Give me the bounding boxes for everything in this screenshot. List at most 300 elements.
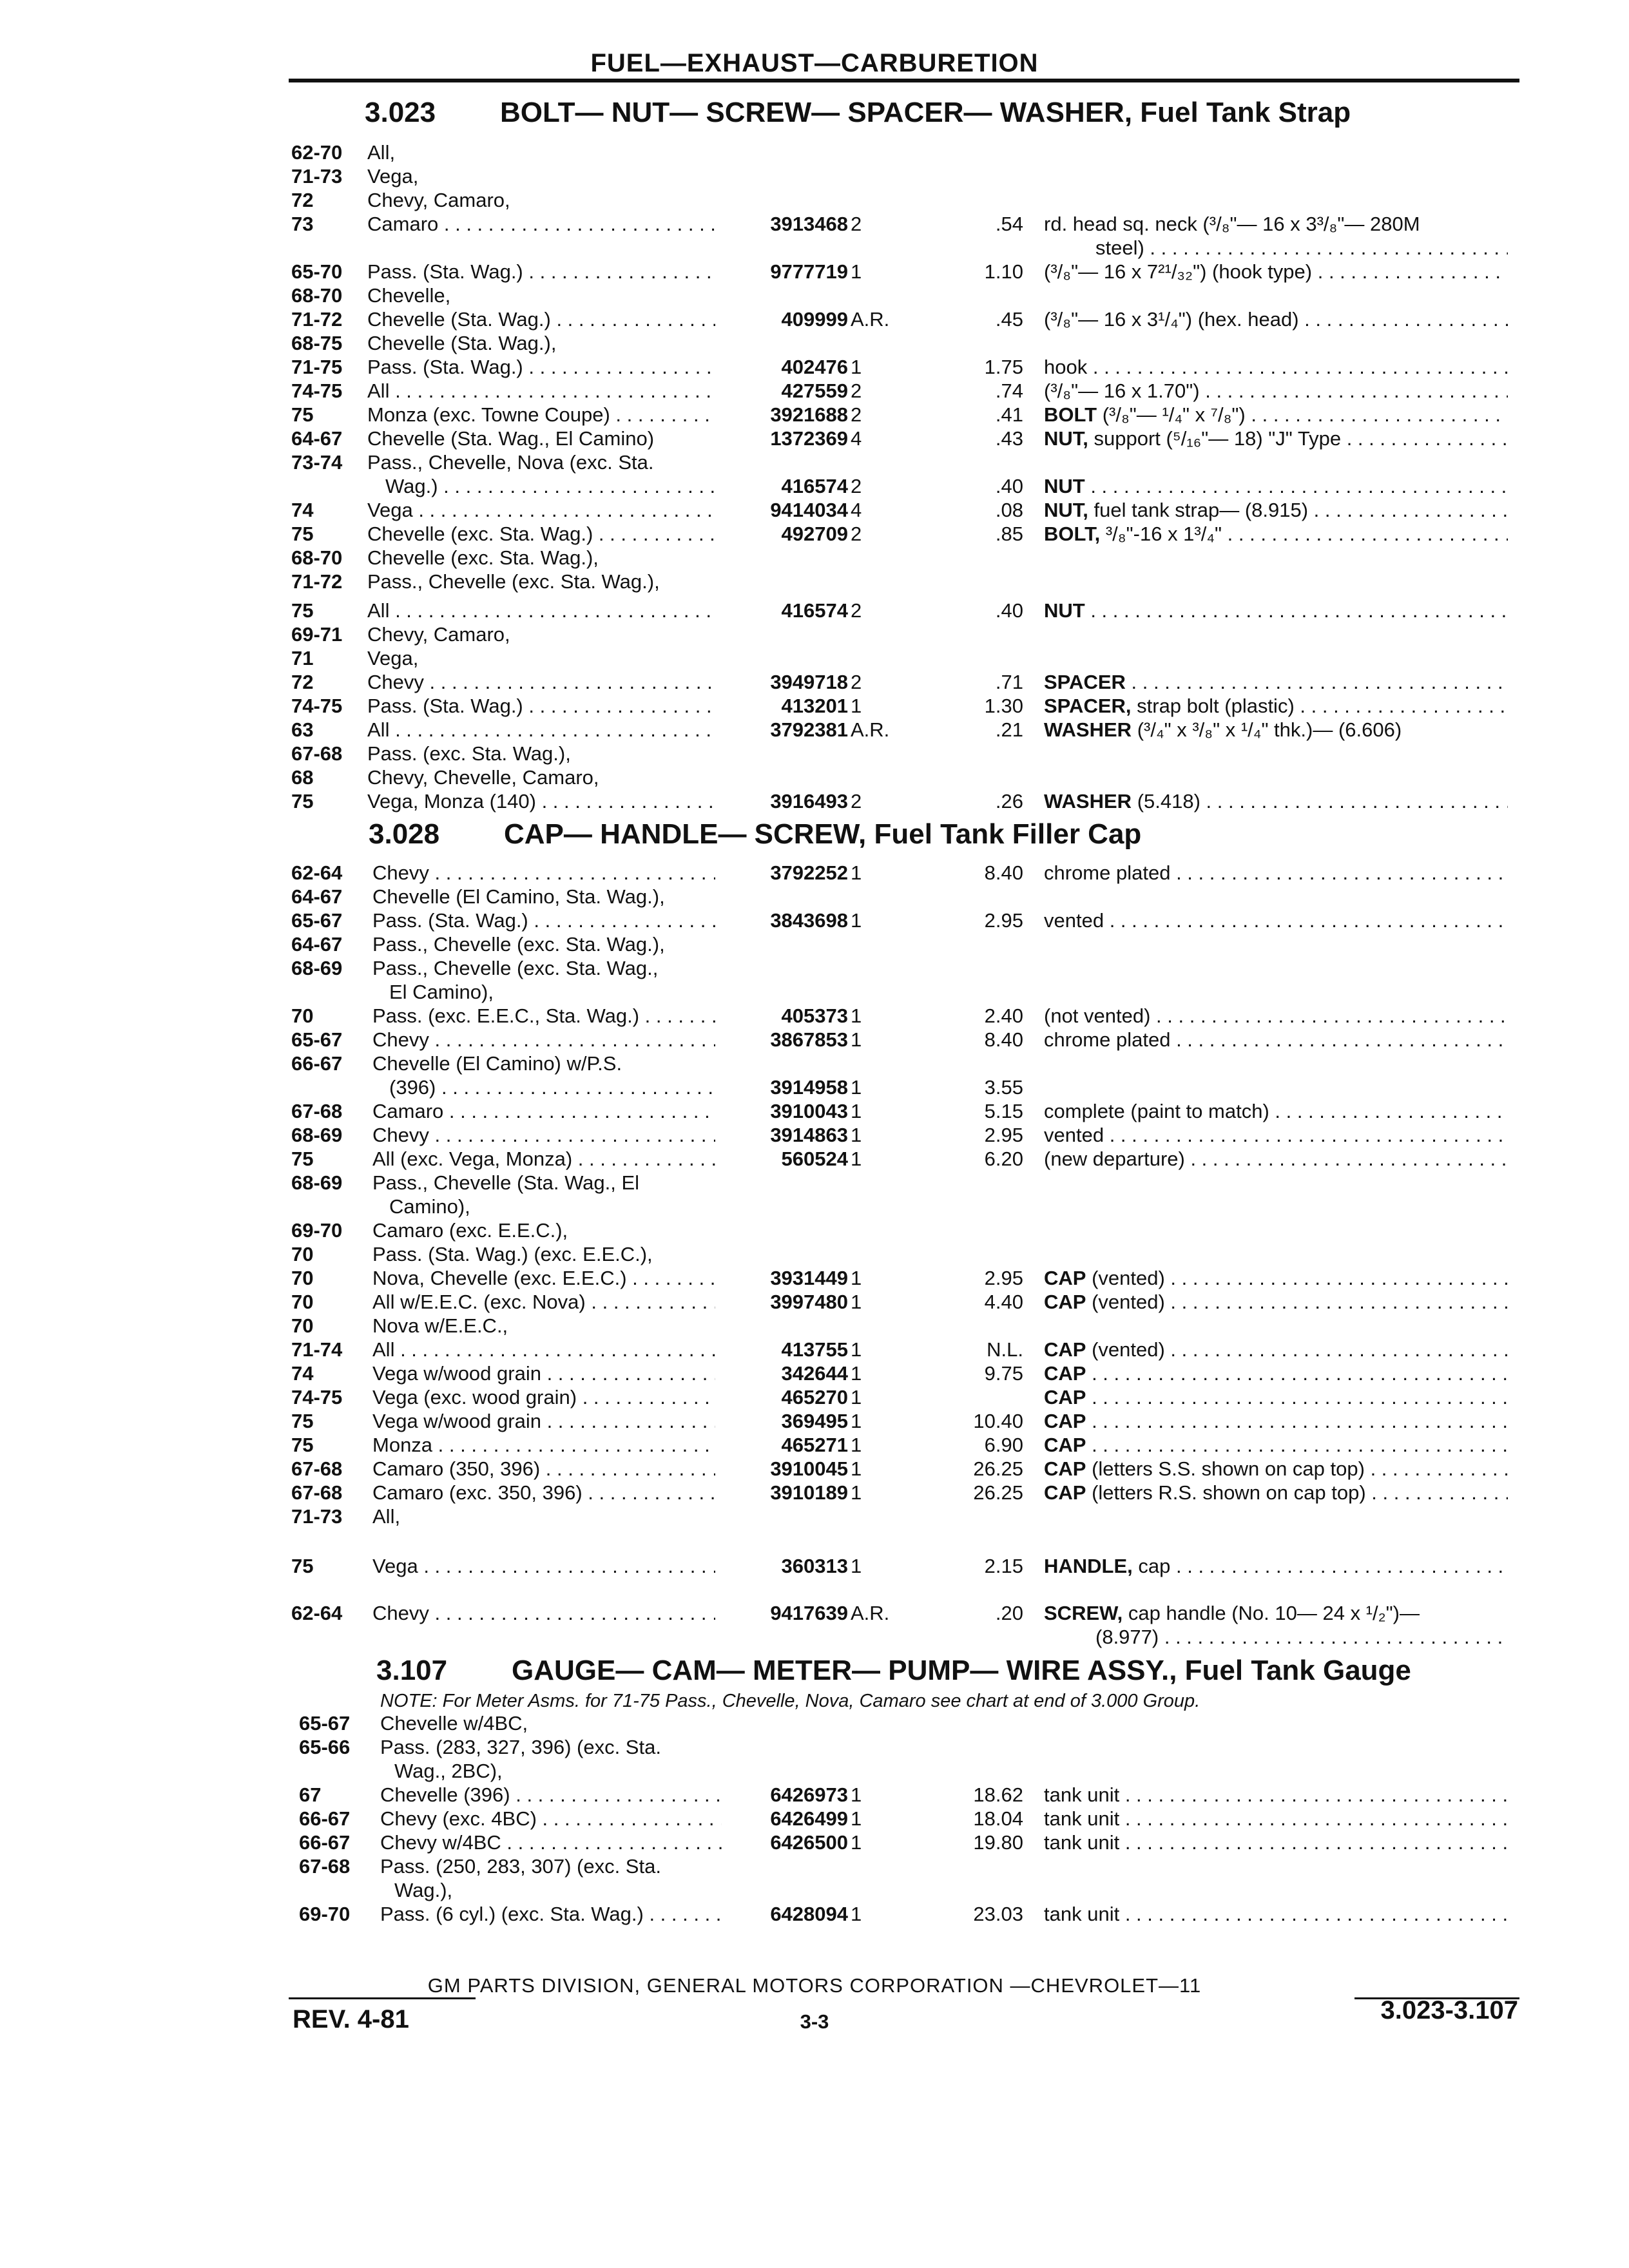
row-year: 71-73 xyxy=(291,1505,343,1528)
row-year: 75 xyxy=(291,1555,314,1577)
row-year: 69-70 xyxy=(291,1219,343,1242)
row-description xyxy=(1044,599,1508,622)
row-year: 75 xyxy=(291,599,314,622)
row-description xyxy=(1044,1409,1508,1433)
row-description: (not vented) . . . xyxy=(1044,1004,1508,1028)
row-part-number: 6426499 xyxy=(770,1807,848,1830)
row-part-number: 9777719 xyxy=(770,260,848,283)
row-description: WASHER (³/₄" x ³/₈" x ¹/₄" thk.)— (6.606) xyxy=(1044,718,1402,741)
table-row xyxy=(0,622,1629,646)
row-quantity: 1 xyxy=(851,1434,862,1456)
row-description-keyword: NUT, xyxy=(1044,427,1088,450)
table-row xyxy=(0,188,1629,212)
row-part-number: 3921688 xyxy=(770,403,848,426)
row-quantity: 1 xyxy=(851,1100,862,1122)
table-row xyxy=(0,570,1629,593)
row-year: 67 xyxy=(299,1783,322,1806)
table-row xyxy=(0,1409,1629,1433)
row-model: All (exc. Vega, Monza) . . . xyxy=(372,1147,715,1171)
row-quantity: 1 xyxy=(851,1124,862,1146)
row-description: BOLT, ³/₈"-16 x 1³/₄" . . . xyxy=(1044,522,1508,546)
row-year: 70 xyxy=(291,1291,314,1313)
row-model: Chevy, Camaro, xyxy=(367,623,510,646)
table-row xyxy=(0,140,1629,164)
table-row xyxy=(0,861,1629,885)
row-description: NUT, support (⁵/₁₆"— 18) "J" Type . . . xyxy=(1044,427,1508,450)
row-part-number: 3910189 xyxy=(770,1481,848,1504)
row-year: 69-70 xyxy=(299,1903,351,1925)
row-model: All, xyxy=(367,141,396,164)
row-model: Chevy . . . xyxy=(372,1601,715,1625)
table-row xyxy=(0,1218,1629,1242)
section-number: 3.107 xyxy=(376,1655,448,1686)
row-price: 2.95 xyxy=(984,1124,1023,1146)
row-model: Vega w/wood grain . . . xyxy=(372,1409,715,1433)
row-quantity: 1 xyxy=(851,1831,862,1854)
row-model: Chevelle, xyxy=(367,284,451,307)
table-row xyxy=(0,670,1629,694)
row-model: Chevy . . . xyxy=(367,670,715,694)
row-description: tank unit . . . xyxy=(1044,1783,1508,1807)
table-row xyxy=(0,1028,1629,1052)
row-description-keyword: CAP xyxy=(1044,1410,1086,1432)
section-heading: CAP— HANDLE— SCREW, Fuel Tank Filler Cap xyxy=(504,818,1142,850)
row-price: 8.40 xyxy=(984,861,1023,884)
row-model: Chevelle (Sta. Wag., El Camino) xyxy=(367,427,655,450)
row-description: BOLT (³/₈"— ¹/₄" x ⁷/₈") . . . xyxy=(1044,403,1508,427)
row-price: 5.15 xyxy=(984,1100,1023,1122)
row-part-number: 3867853 xyxy=(770,1028,848,1051)
row-year: 71-73 xyxy=(291,165,343,187)
table-row xyxy=(0,789,1629,813)
row-model: Pass., Chevelle (exc. Sta. Wag.), xyxy=(372,933,665,956)
row-quantity: 1 xyxy=(851,695,862,717)
row-model: Monza . . . xyxy=(372,1433,715,1457)
row-description-keyword: NUT xyxy=(1044,599,1085,622)
row-year: 74-75 xyxy=(291,1386,343,1408)
table-row xyxy=(0,1099,1629,1123)
row-description-keyword: CAP xyxy=(1044,1267,1086,1289)
row-year: 70 xyxy=(291,1004,314,1027)
row-price: 6.20 xyxy=(984,1148,1023,1170)
row-quantity: 1 xyxy=(851,1457,862,1480)
row-part-number: 465271 xyxy=(781,1434,848,1456)
row-year: 62-64 xyxy=(291,861,343,884)
row-part-number: 413755 xyxy=(781,1338,848,1361)
table-row xyxy=(0,331,1629,355)
row-quantity: 4 xyxy=(851,499,862,521)
table-row xyxy=(0,1457,1629,1481)
row-description: (³/₈"— 16 x 7²¹/₃₂") (hook type) . . . xyxy=(1044,260,1508,284)
row-description xyxy=(1044,1385,1508,1409)
row-description: CAP (letters S.S. shown on cap top) . . . xyxy=(1044,1457,1508,1481)
row-price: 6.90 xyxy=(984,1434,1023,1456)
row-model: All . . . xyxy=(367,718,715,742)
table-row xyxy=(0,1554,1629,1578)
footer-page-number: 3-3 xyxy=(800,2010,829,2033)
row-model: Vega, xyxy=(367,165,419,187)
row-part-number: 465270 xyxy=(781,1386,848,1408)
row-part-number: 342644 xyxy=(781,1362,848,1385)
row-model: Pass. (Sta. Wag.) . . . xyxy=(367,355,715,379)
row-year: 68-70 xyxy=(291,284,343,307)
row-description-keyword: CAP xyxy=(1044,1386,1086,1408)
row-quantity: 1 xyxy=(851,1783,862,1806)
row-quantity: 1 xyxy=(851,1076,862,1099)
table-row xyxy=(0,1735,1629,1759)
row-price: 2.40 xyxy=(984,1004,1023,1027)
row-price: 2.95 xyxy=(984,1267,1023,1289)
table-row xyxy=(0,1361,1629,1385)
row-year: 65-67 xyxy=(291,1028,343,1051)
table-row xyxy=(0,742,1629,765)
row-quantity: 1 xyxy=(851,1807,862,1830)
row-year: 74 xyxy=(291,499,314,521)
row-year: 68-75 xyxy=(291,332,343,354)
row-year: 69-71 xyxy=(291,623,343,646)
row-part-number: 3910045 xyxy=(770,1457,848,1480)
row-quantity: 1 xyxy=(851,356,862,378)
row-description: WASHER (5.418) . . . xyxy=(1044,789,1508,813)
row-year: 74-75 xyxy=(291,695,343,717)
row-description: hook . . . xyxy=(1044,355,1508,379)
row-description: tank unit . . . xyxy=(1044,1807,1508,1831)
table-row xyxy=(0,1147,1629,1171)
row-model: Nova, Chevelle (exc. E.E.C.) . . . xyxy=(372,1266,715,1290)
row-year: 75 xyxy=(291,403,314,426)
row-part-number: 1372369 xyxy=(770,427,848,450)
row-price: .21 xyxy=(995,718,1023,741)
row-year: 64-67 xyxy=(291,885,343,908)
row-part-number: 6428094 xyxy=(770,1903,848,1925)
row-model: Pass. (Sta. Wag.) . . . xyxy=(372,908,715,932)
row-year: 66-67 xyxy=(299,1831,351,1854)
row-price: 9.75 xyxy=(984,1362,1023,1385)
row-model: Chevelle (El Camino) w/P.S. xyxy=(372,1052,622,1075)
row-model: El Camino), xyxy=(389,981,494,1003)
row-description-keyword: CAP xyxy=(1044,1291,1086,1313)
row-quantity: 1 xyxy=(851,1410,862,1432)
row-model: Monza (exc. Towne Coupe) . . . xyxy=(367,403,715,427)
row-year: 71-74 xyxy=(291,1338,343,1361)
row-quantity: 1 xyxy=(851,1481,862,1504)
row-price: 26.25 xyxy=(973,1457,1023,1480)
row-price: 1.30 xyxy=(984,695,1023,717)
table-row xyxy=(0,1902,1629,1926)
row-part-number: 560524 xyxy=(781,1148,848,1170)
section-note: NOTE: For Meter Asms. for 71-75 Pass., Chevelle, Nova, Camaro see chart at end of 3.000 Group. xyxy=(380,1691,1200,1711)
table-row xyxy=(0,450,1629,474)
table-row xyxy=(0,1171,1629,1195)
row-year: 75 xyxy=(291,790,314,812)
table-row xyxy=(0,284,1629,307)
table-row xyxy=(0,379,1629,403)
row-description-keyword: CAP xyxy=(1044,1362,1086,1385)
row-model: Wag.) . . . xyxy=(385,474,715,498)
page-header-title: FUEL—EXHAUST—CARBURETION xyxy=(590,49,1039,77)
row-model: Vega . . . xyxy=(367,498,715,522)
row-year: 75 xyxy=(291,1148,314,1170)
row-description xyxy=(1044,670,1508,694)
row-quantity: 1 xyxy=(851,1267,862,1289)
row-year: 62-70 xyxy=(291,141,343,164)
table-row xyxy=(0,1625,1629,1649)
row-quantity: 2 xyxy=(851,213,862,235)
row-description: CAP (vented) . . . xyxy=(1044,1266,1508,1290)
row-price: 4.40 xyxy=(984,1291,1023,1313)
row-year: 71-72 xyxy=(291,308,343,331)
table-row xyxy=(0,1266,1629,1290)
table-row xyxy=(0,1807,1629,1831)
row-description: SCREW, cap handle (No. 10— 24 x ¹/₂")— xyxy=(1044,1602,1420,1624)
table-row xyxy=(0,1854,1629,1878)
row-description: complete (paint to match) . . . xyxy=(1044,1099,1508,1123)
row-price: 1.75 xyxy=(984,356,1023,378)
row-model: Pass., Chevelle (exc. Sta. Wag., xyxy=(372,957,659,979)
row-description-keyword: WASHER xyxy=(1044,718,1132,741)
row-model: Vega, Monza (140) . . . xyxy=(367,789,715,813)
table-row xyxy=(0,1385,1629,1409)
row-quantity: 2 xyxy=(851,523,862,545)
row-part-number: 3931449 xyxy=(770,1267,848,1289)
row-year: 71 xyxy=(291,647,314,669)
row-year: 71-72 xyxy=(291,570,343,593)
row-quantity: 1 xyxy=(851,909,862,932)
row-quantity: 2 xyxy=(851,599,862,622)
row-model: Chevelle (El Camino, Sta. Wag.), xyxy=(372,885,665,908)
row-description: (new departure) . . . xyxy=(1044,1147,1508,1171)
row-model: All . . . xyxy=(367,599,715,622)
row-model: Chevelle (396) . . . xyxy=(380,1783,722,1807)
table-row xyxy=(0,498,1629,522)
row-year: 68 xyxy=(291,766,314,789)
row-description-keyword: HANDLE, xyxy=(1044,1555,1133,1577)
table-row xyxy=(0,236,1629,260)
row-quantity: 2 xyxy=(851,671,862,693)
row-model: All, xyxy=(372,1505,401,1528)
row-price: 8.40 xyxy=(984,1028,1023,1051)
table-row xyxy=(0,1783,1629,1807)
row-model: Camaro . . . xyxy=(372,1099,715,1123)
table-row xyxy=(0,718,1629,742)
table-row xyxy=(0,164,1629,188)
row-description: rd. head sq. neck (³/₈"— 16 x 3³/₈"— 280M xyxy=(1044,213,1420,235)
table-row xyxy=(0,474,1629,498)
row-quantity: 1 xyxy=(851,1362,862,1385)
table-row xyxy=(0,980,1629,1004)
row-part-number: 402476 xyxy=(781,356,848,378)
table-row xyxy=(0,908,1629,932)
row-part-number: 3914863 xyxy=(770,1124,848,1146)
row-price: 18.04 xyxy=(973,1807,1023,1830)
row-year: 70 xyxy=(291,1243,314,1265)
row-description: vented . . . xyxy=(1044,908,1508,932)
row-description: CAP (vented) . . . xyxy=(1044,1290,1508,1314)
row-part-number: 427559 xyxy=(781,380,848,402)
row-model: Vega, xyxy=(367,647,419,669)
row-year: 62-64 xyxy=(291,1602,343,1624)
row-part-number: 3792252 xyxy=(770,861,848,884)
row-description: chrome plated . . . xyxy=(1044,861,1508,885)
row-part-number: 6426973 xyxy=(770,1783,848,1806)
row-year: 70 xyxy=(291,1314,314,1337)
row-year: 71-75 xyxy=(291,356,343,378)
row-year: 70 xyxy=(291,1267,314,1289)
row-model: Pass. (exc. E.E.C., Sta. Wag.) . . . xyxy=(372,1004,715,1028)
row-part-number: 3913468 xyxy=(770,213,848,235)
row-model: Wag.), xyxy=(394,1879,453,1901)
row-part-number: 416574 xyxy=(781,599,848,622)
row-model: Chevy, Camaro, xyxy=(367,189,510,211)
row-year: 67-68 xyxy=(299,1855,351,1878)
row-part-number: 416574 xyxy=(781,475,848,497)
row-year: 65-67 xyxy=(299,1712,351,1735)
row-price: .43 xyxy=(995,427,1023,450)
row-price: 10.40 xyxy=(973,1410,1023,1432)
footer-revision: REV. 4-81 xyxy=(293,2005,409,2033)
row-model: Chevelle (exc. Sta. Wag.) . . . xyxy=(367,522,715,546)
row-year: 65-67 xyxy=(291,909,343,932)
table-row xyxy=(0,1195,1629,1218)
table-row xyxy=(0,403,1629,427)
row-model: Wag., 2BC), xyxy=(394,1760,503,1782)
row-part-number: 3910043 xyxy=(770,1100,848,1122)
row-price: .26 xyxy=(995,790,1023,812)
row-part-number: 3916493 xyxy=(770,790,848,812)
row-description: tank unit . . . xyxy=(1044,1902,1508,1926)
row-model: Pass. (250, 283, 307) (exc. Sta. xyxy=(380,1855,661,1878)
row-year: 63 xyxy=(291,718,314,741)
row-quantity: 1 xyxy=(851,1555,862,1577)
row-price: .45 xyxy=(995,308,1023,331)
row-description: (8.977) . . . xyxy=(1095,1625,1508,1649)
row-part-number: 369495 xyxy=(781,1410,848,1432)
row-quantity: 2 xyxy=(851,380,862,402)
row-model: Pass. (6 cyl.) (exc. Sta. Wag.) . . . xyxy=(380,1902,722,1926)
row-year: 64-67 xyxy=(291,933,343,956)
row-quantity: A.R. xyxy=(851,308,890,331)
row-model: Chevelle w/4BC, xyxy=(380,1712,528,1735)
row-year: 68-69 xyxy=(291,957,343,979)
row-description-keyword: WASHER xyxy=(1044,790,1132,812)
table-row xyxy=(0,599,1629,622)
row-year: 65-70 xyxy=(291,260,343,283)
row-model: Chevy . . . xyxy=(372,861,715,885)
row-description-keyword: BOLT xyxy=(1044,403,1097,426)
row-year: 65-66 xyxy=(299,1736,351,1758)
row-model: Camaro . . . xyxy=(367,212,715,236)
row-model: All . . . xyxy=(372,1338,715,1361)
row-year: 75 xyxy=(291,1410,314,1432)
row-quantity: 2 xyxy=(851,475,862,497)
row-model: Chevelle (Sta. Wag.), xyxy=(367,332,557,354)
row-year: 73 xyxy=(291,213,314,235)
row-part-number: 492709 xyxy=(781,523,848,545)
row-description xyxy=(1044,1361,1508,1385)
row-year: 67-68 xyxy=(291,1457,343,1480)
table-row xyxy=(0,1711,1629,1735)
row-year: 68-70 xyxy=(291,546,343,569)
row-model: (396) . . . xyxy=(389,1075,715,1099)
row-description: (³/₈"— 16 x 1.70") . . . xyxy=(1044,379,1508,403)
row-description: vented . . . xyxy=(1044,1123,1508,1147)
row-price: 3.55 xyxy=(984,1076,1023,1099)
row-part-number: 9414034 xyxy=(770,499,848,521)
row-model: Vega . . . xyxy=(372,1554,715,1578)
row-description xyxy=(1044,1433,1508,1457)
row-price: .71 xyxy=(995,671,1023,693)
row-price: 1.10 xyxy=(984,260,1023,283)
row-price: .41 xyxy=(995,403,1023,426)
row-quantity: 1 xyxy=(851,260,862,283)
row-description-keyword: CAP xyxy=(1044,1457,1086,1480)
row-quantity: 1 xyxy=(851,1903,862,1925)
row-part-number: 405373 xyxy=(781,1004,848,1027)
table-row xyxy=(0,1831,1629,1854)
row-description-keyword: CAP xyxy=(1044,1434,1086,1456)
section-heading: BOLT— NUT— SCREW— SPACER— WASHER, Fuel Tank Strap xyxy=(500,97,1351,128)
table-row xyxy=(0,427,1629,450)
row-price: .40 xyxy=(995,475,1023,497)
row-year: 67-68 xyxy=(291,1481,343,1504)
row-year: 68-69 xyxy=(291,1124,343,1146)
row-model: Chevelle (Sta. Wag.) . . . xyxy=(367,307,715,331)
row-description: chrome plated . . . xyxy=(1044,1028,1508,1052)
table-row xyxy=(0,522,1629,546)
row-model: Vega (exc. wood grain) . . . xyxy=(372,1385,715,1409)
row-description-keyword: SPACER xyxy=(1044,671,1126,693)
row-price: .40 xyxy=(995,599,1023,622)
row-part-number: 3949718 xyxy=(770,671,848,693)
table-row xyxy=(0,885,1629,908)
row-model: Camaro (350, 396) . . . xyxy=(372,1457,715,1481)
row-model: Pass. (exc. Sta. Wag.), xyxy=(367,742,571,765)
section-number: 3.023 xyxy=(365,97,436,128)
row-year: 75 xyxy=(291,1434,314,1456)
row-year: 67-68 xyxy=(291,1100,343,1122)
row-price: 26.25 xyxy=(973,1481,1023,1504)
row-quantity: 1 xyxy=(851,1291,862,1313)
footer-section-range: 3.023-3.107 xyxy=(1380,1996,1518,2024)
row-description: CAP (letters R.S. shown on cap top) . . . xyxy=(1044,1481,1508,1504)
row-model: Chevy, Chevelle, Camaro, xyxy=(367,766,599,789)
table-row xyxy=(0,1314,1629,1338)
row-quantity: A.R. xyxy=(851,718,890,741)
row-year: 66-67 xyxy=(291,1052,343,1075)
row-model: Pass., Chevelle, Nova (exc. Sta. xyxy=(367,451,654,474)
table-row xyxy=(0,212,1629,236)
row-model: Camaro (exc. E.E.C.), xyxy=(372,1219,568,1242)
table-row xyxy=(0,1004,1629,1028)
row-part-number: 360313 xyxy=(781,1555,848,1577)
table-row xyxy=(0,1759,1629,1783)
row-model: Nova w/E.E.C., xyxy=(372,1314,508,1337)
row-model: Pass. (Sta. Wag.) (exc. E.E.C.), xyxy=(372,1243,653,1265)
row-description-keyword: NUT, xyxy=(1044,499,1088,521)
row-price: .08 xyxy=(995,499,1023,521)
row-year: 74 xyxy=(291,1362,314,1385)
row-quantity: 1 xyxy=(851,1386,862,1408)
table-row xyxy=(0,1433,1629,1457)
row-price: .54 xyxy=(995,213,1023,235)
row-price: 2.95 xyxy=(984,909,1023,932)
row-model: Pass. (Sta. Wag.) . . . xyxy=(367,694,715,718)
row-quantity: 1 xyxy=(851,861,862,884)
row-year: 74-75 xyxy=(291,380,343,402)
row-description-keyword: CAP xyxy=(1044,1338,1086,1361)
table-row xyxy=(0,1338,1629,1361)
row-description-keyword: BOLT, xyxy=(1044,523,1101,545)
